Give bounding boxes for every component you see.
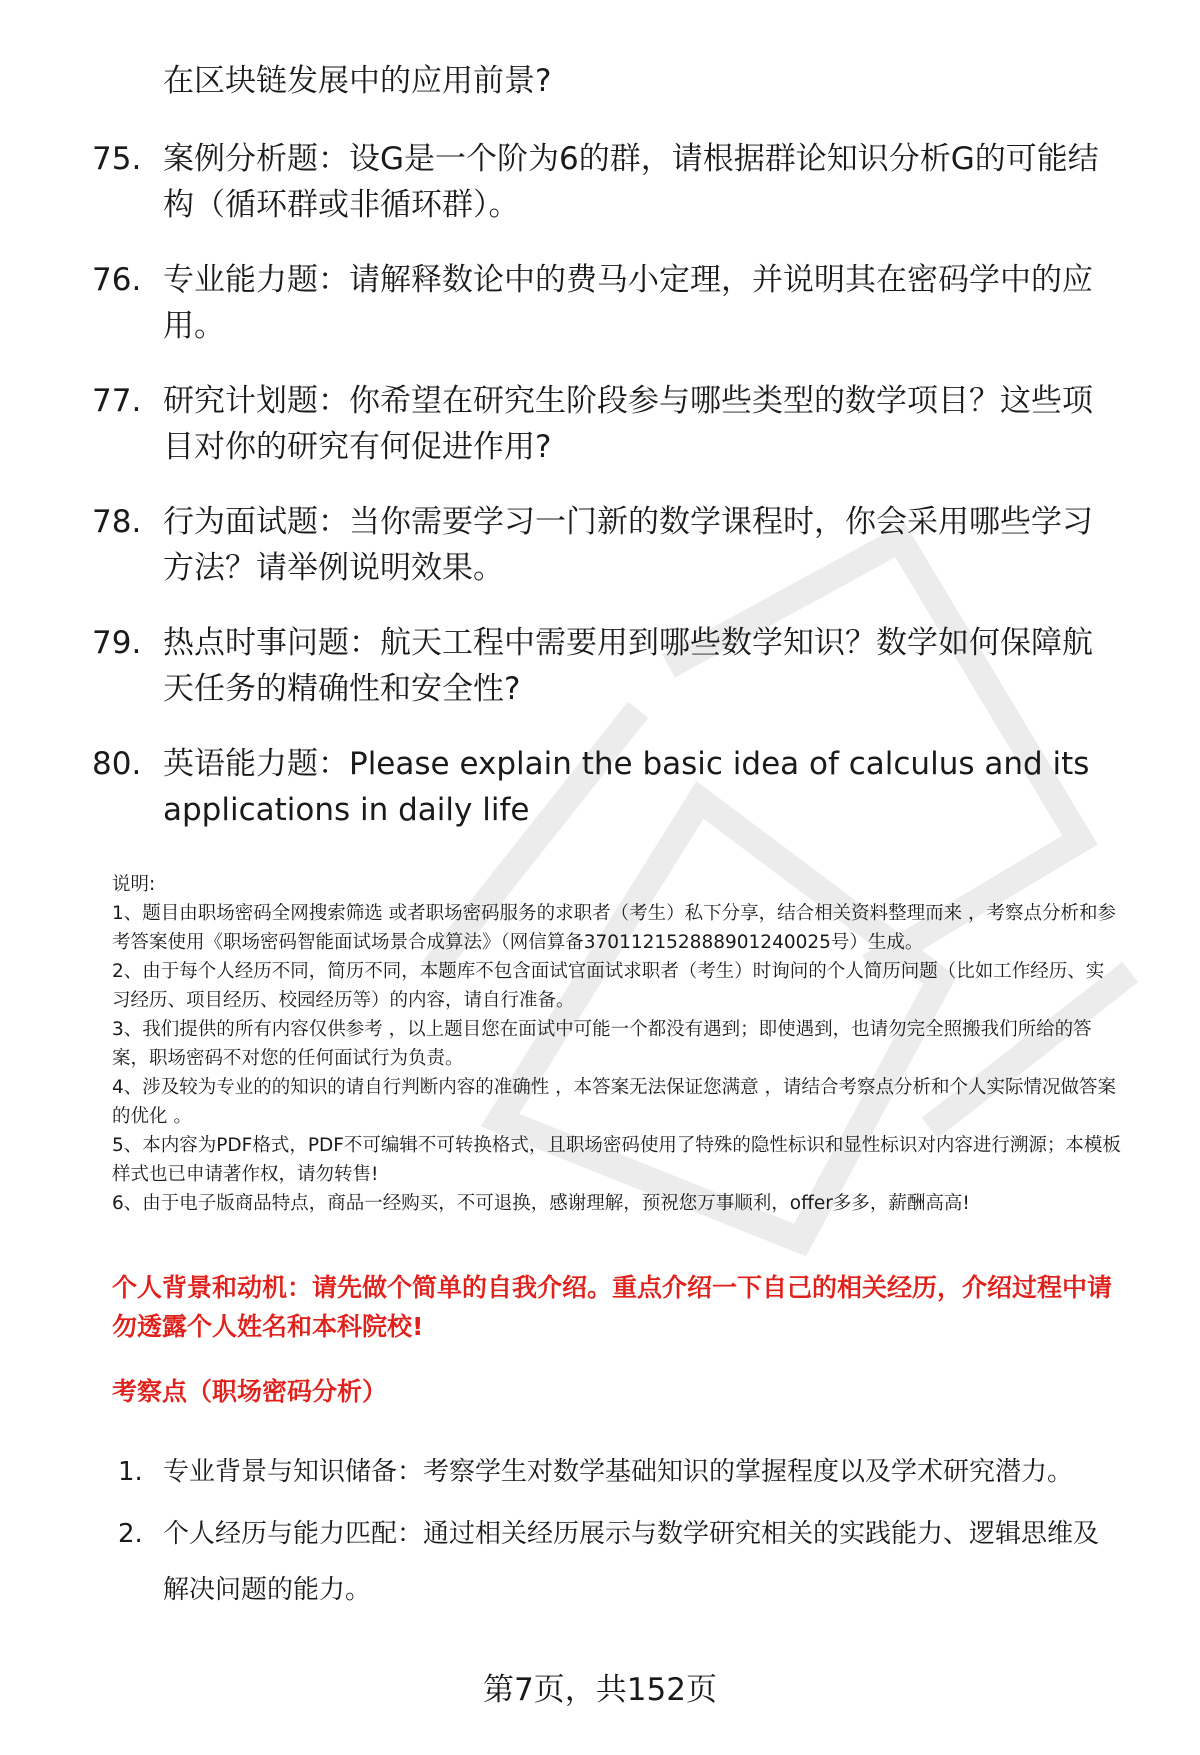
point-text: 个人经历与能力匹配：通过相关经历展示与数学研究相关的实践能力、逻辑思维及解决问题的能力。 bbox=[163, 1519, 1100, 1605]
note-item: 1、题目由职场密码全网搜索筛选 或者职场密码服务的求职者（考生）私下分享，结合相关资料整理而来 ，考察点分析和参考答案使用《职场密码智能面试场景合成算法》（网信算备370112152888901240025号）生成。 bbox=[112, 903, 1117, 953]
point-text: 专业背景与知识储备：考察学生对数学基础知识的掌握程度以及学术研究潜力。 bbox=[163, 1457, 1074, 1487]
point-number: 1. bbox=[118, 1457, 143, 1487]
note-item: 2、由于每个人经历不同，简历不同，本题库不包含面试官面试求职者（考生）时询问的个人简历问题（比如工作经历、实习经历、项目经历、校园经历等）的内容，请自行准备。 bbox=[112, 961, 1105, 1011]
question-text: 案例分析题：设G是一个阶为6的群，请根据群论知识分析G的可能结构（循环群或非循环群）。 bbox=[163, 141, 1099, 223]
list-item bbox=[92, 499, 1122, 591]
page-footer: 第7页，共152页 bbox=[483, 1672, 717, 1708]
question-number: 76. bbox=[92, 262, 142, 298]
analysis-points bbox=[118, 1444, 1118, 1624]
note-item: 6、由于电子版商品特点，商品一经购买，不可退换，感谢理解，预祝您万事顺利，offer多多，薪酬高高! bbox=[112, 1193, 970, 1214]
notes-section bbox=[112, 870, 1122, 1218]
question-number: 75. bbox=[92, 141, 142, 177]
section-subheading: 考察点（职场密码分析） bbox=[112, 1377, 388, 1406]
question-text: 专业能力题：请解释数论中的费马小定理，并说明其在密码学中的应用。 bbox=[163, 262, 1093, 344]
note-item: 4、涉及较为专业的的知识的请自行判断内容的准确性 ，本答案无法保证您满意 ，请结合考察点分析和个人实际情况做答案的优化 。 bbox=[112, 1077, 1117, 1127]
list-item bbox=[92, 378, 1122, 470]
question-text: 英语能力题：Please explain the basic idea of calculus and its applications in daily life bbox=[163, 746, 1090, 828]
question-number: 77. bbox=[92, 383, 142, 419]
question-text: 研究计划题：你希望在研究生阶段参与哪些类型的数学项目？这些项目对你的研究有何促进作用? bbox=[163, 383, 1093, 465]
list-item bbox=[92, 741, 1122, 833]
notes-title: 说明: bbox=[112, 874, 156, 895]
note-item: 3、我们提供的所有内容仅供参考 ，以上题目您在面试中可能一个都没有遇到；即使遇到，也请勿完全照搬我们所给的答案，职场密码不对您的任何面试行为负责。 bbox=[112, 1019, 1092, 1069]
question-text: 行为面试题：当你需要学习一门新的数学课程时，你会采用哪些学习方法？请举例说明效果。 bbox=[163, 504, 1093, 586]
question-list bbox=[92, 136, 1122, 862]
list-item bbox=[118, 1506, 1118, 1618]
question-number: 80. bbox=[92, 746, 142, 782]
list-item bbox=[118, 1444, 1118, 1500]
section-heading: 个人背景和动机：请先做个简单的自我介绍。重点介绍一下自己的相关经历，介绍过程中请勿透露个人姓名和本科院校! bbox=[112, 1273, 1113, 1341]
point-number: 2. bbox=[118, 1519, 143, 1549]
question-continuation: 在区块链发展中的应用前景? bbox=[163, 63, 552, 99]
list-item bbox=[92, 257, 1122, 349]
question-number: 79. bbox=[92, 625, 142, 661]
note-item: 5、本内容为PDF格式，PDF不可编辑不可转换格式，且职场密码使用了特殊的隐性标识和显性标识对内容进行溯源；本模板样式也已申请著作权，请勿转售! bbox=[112, 1135, 1121, 1185]
list-item bbox=[92, 620, 1122, 712]
question-text: 热点时事问题：航天工程中需要用到哪些数学知识？数学如何保障航天任务的精确性和安全性? bbox=[163, 625, 1093, 707]
question-number: 78. bbox=[92, 504, 142, 540]
list-item bbox=[92, 136, 1122, 228]
